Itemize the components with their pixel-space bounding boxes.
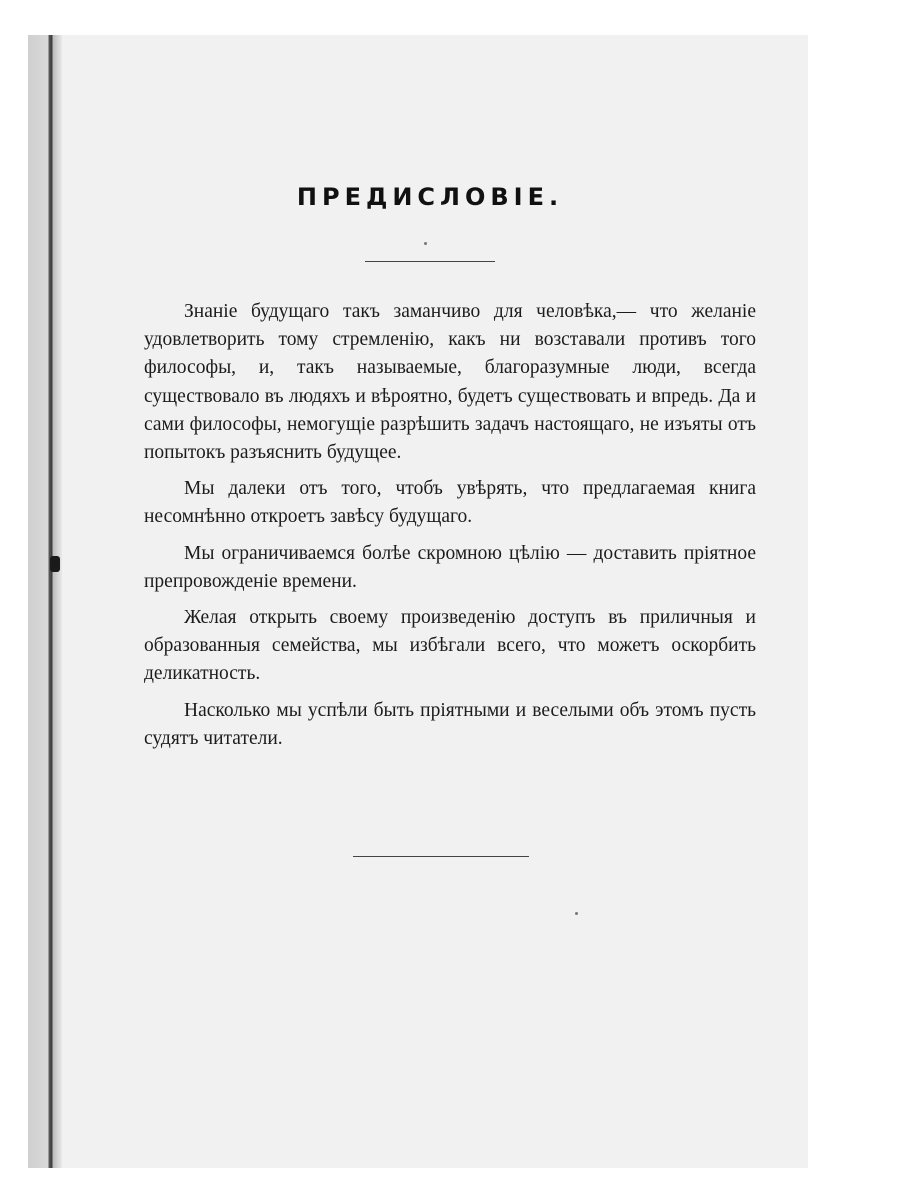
speck bbox=[575, 912, 578, 915]
binding-ink-mark bbox=[50, 556, 60, 572]
paragraph: Мы далеки отъ того, чтобъ увѣрять, что предлагаемая книга несомнѣнно откроетъ завѣсу будущаго. bbox=[144, 478, 756, 528]
paragraph: Мы ограничиваемся болѣе скромною цѣлію — доставить пріятное препровожденіе времени. bbox=[144, 542, 756, 592]
speck bbox=[424, 242, 427, 245]
paragraph: Знаніе будущаго такъ заманчиво для человѣка,— что желаніе удовлетворить тому стремленію, какъ ни возставали противъ того философы, и, такъ называемые, благоразумные люди, всегда существовало въ людяхъ и вѣроятно, будетъ существовать и впредь. Да и сами философы, немогущіе разрѣшить задачъ настоящаго, не изъяты отъ попытокъ разъяснить будущее. bbox=[144, 301, 756, 464]
end-divider bbox=[353, 856, 529, 857]
title-divider bbox=[365, 261, 495, 262]
page-title: ПРЕДИСЛОВІЕ. bbox=[296, 183, 564, 211]
paragraph: Желая открыть своему произведенію доступъ въ приличныя и образованныя семейства, мы избѣгали всего, что можетъ оскорбить деликатность. bbox=[144, 607, 756, 685]
preface-text bbox=[144, 298, 756, 761]
paragraph: Насколько мы успѣли быть пріятными и веселыми объ этомъ пусть судятъ читатели. bbox=[144, 699, 756, 749]
